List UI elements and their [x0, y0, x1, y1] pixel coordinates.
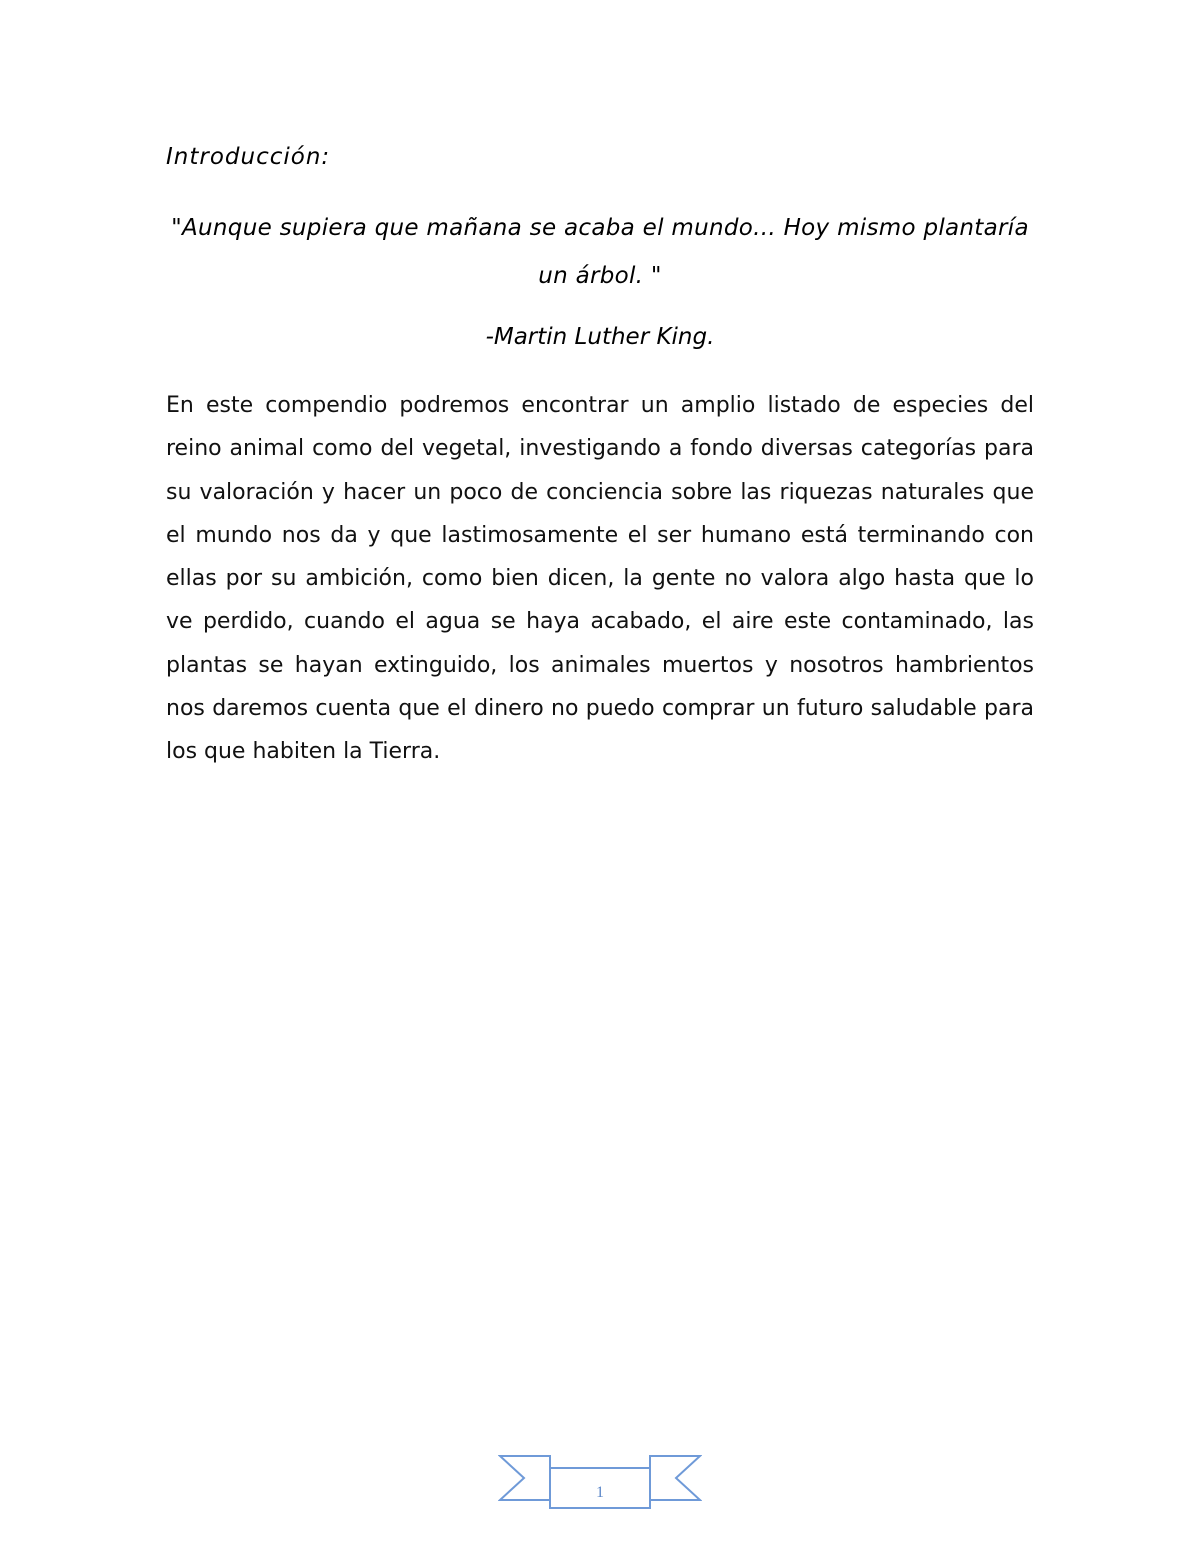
quote-text: "Aunque supiera que mañana se acaba el mundo... Hoy mismo plantaría un árbol. " — [171, 215, 1029, 289]
page-number-ribbon — [498, 1452, 702, 1514]
section-heading: Introducción: — [166, 144, 331, 170]
ribbon-banner-icon — [498, 1452, 702, 1514]
body-paragraph: En este compendio podremos encontrar un amplio listado de especies del reino animal como del vegetal, investigando a fondo diversas categorías para su valoración y hacer un poco de conciencia sobre las riquezas naturales que el mundo nos da y que lastimosamente el ser humano está terminando con ellas por su ambición, como bien dicen, la gente no valora algo hasta que lo ve perdido, cuando el agua se haya acabado, el aire este contaminado, las plantas se hayan extinguido, los animales muertos y nosotros hambrientos nos daremos cuenta que el dinero no puedo comprar un futuro saludable para los que habiten la Tierra. — [166, 393, 1034, 765]
quote-author: -Martin Luther King. — [485, 324, 715, 350]
page-number: 1 — [596, 1484, 604, 1501]
